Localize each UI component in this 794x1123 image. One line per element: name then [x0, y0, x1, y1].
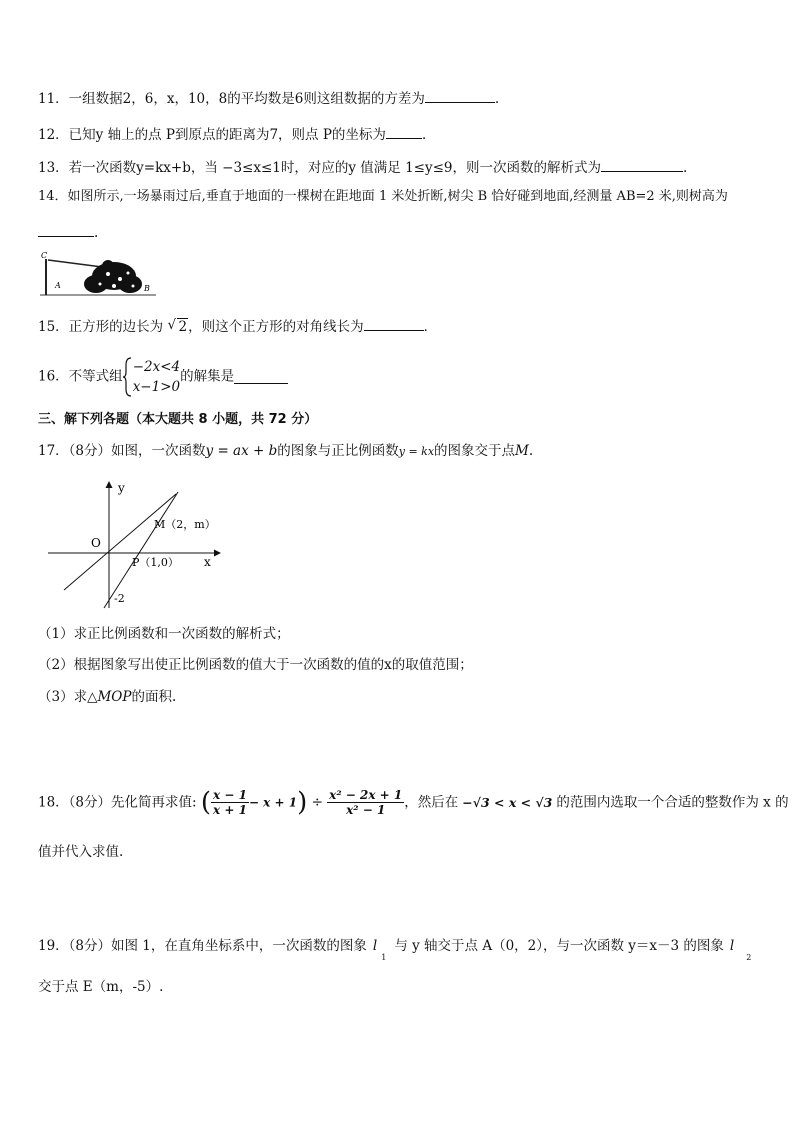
label-c: C	[41, 251, 48, 260]
q11-text: 11．一组数据2，6，x，10，8的平均数是6则这组数据的方差为	[38, 91, 425, 107]
q17-sub-3: （3）求△MOP的面积.	[38, 689, 177, 705]
question-19: 19．（8分）如图 1，在直角坐标系中，一次函数的图象 $l_1$与 y 轴交于点 A（0，2），与一次函数 y＝x－3 的图象 $l_2$	[38, 938, 752, 962]
inequality-system	[123, 357, 180, 397]
question-17: 17．（8分）如图，一次函数y = ax + b的图象与正比例函数y = kx的图象交于点M.	[38, 443, 534, 459]
question-15: 15．正方形的边长为 √ 2，则这个正方形的对角线长为 ．	[38, 317, 438, 335]
q15-answer-blank[interactable]	[364, 316, 424, 331]
q17-sub-2: （2）根据图象写出使正比例函数的值大于一次函数的值的x的取值范围；	[38, 657, 473, 673]
brace-icon	[123, 357, 132, 397]
foliage-icon	[84, 260, 142, 293]
fraction-2: $\frac{\text{x² − 2x + 1}}{\text{x² − 1}}$	[329, 788, 403, 817]
inequality-1: −2x<4	[132, 358, 181, 375]
question-18: 18．（8分）先化简再求值: ( $\frac{x - 1}{x + 1}$ − x + 1) ÷ $\frac{\text{x² − 2x + 1}}{\text{x² − 1}}$ ，然后在 −√3 < x < √3 的范围内选取一个合适的整数作为 x 的	[38, 787, 789, 818]
point-p-label: P（1,0）	[132, 556, 179, 569]
q12-text: 12．已知y 轴上的点 P到原点的距离为7，则点 P的坐标为	[38, 127, 386, 143]
question-14	[38, 188, 728, 206]
question-14-line2: .	[38, 222, 98, 242]
question-16: 16．不等式组 −2x<4 x−1>0 的解集是	[38, 356, 288, 396]
q18-line-2: 值并代入求值.	[38, 844, 124, 860]
linear-function-line	[104, 492, 178, 608]
origin-label: O	[91, 536, 101, 550]
proportional-function-line	[64, 494, 176, 590]
question-13: 13．若一次函数y=kx+b，当 −3≤x≤1时，对应的y 值满足 1≤y≤9，则一次函数的解析式为 .	[38, 157, 687, 177]
section-3-title: 三、解下列各题（本大题共 8 小题，共 72 分）	[38, 412, 318, 427]
broken-tree-figure	[38, 246, 158, 298]
value-range: −√3 < x < √3	[462, 794, 553, 810]
label-b: B	[144, 284, 150, 293]
question-12: 12．已知y 轴上的点 P到原点的距离为7，则点 P的坐标为 ．	[38, 124, 435, 144]
x-axis-label: x	[204, 555, 211, 569]
q12-answer-blank[interactable]	[386, 124, 422, 139]
point-m-label: M（2，m）	[154, 518, 216, 531]
inequality-2: x−1>0	[132, 378, 181, 395]
q19-line-2: 交于点 E（m，-5）.	[38, 979, 164, 995]
y-axis-label: y	[118, 481, 125, 495]
fraction-1: $\frac{x - 1}{x + 1}$	[213, 788, 247, 817]
q14-answer-blank[interactable]	[38, 222, 94, 237]
sqrt-2: √ 2	[167, 317, 188, 335]
y-intercept-label: -2	[114, 592, 125, 605]
question-11: 11．一组数据2，6，x，10，8的平均数是6则这组数据的方差为 .	[38, 88, 499, 108]
label-a: A	[55, 281, 61, 290]
q17-coordinate-graph	[44, 478, 234, 614]
q13-answer-blank[interactable]	[601, 157, 683, 172]
q17-sub-1: （1）求正比例函数和一次函数的解析式；	[38, 626, 290, 642]
q11-answer-blank[interactable]	[425, 88, 495, 103]
q14-text: 14．如图所示,一场暴雨过后,垂直于地面的一棵树在距地面 1 米处折断,树尖 B 恰好碰到地面,经测量 AB=2 米,则树高为	[38, 189, 728, 204]
q16-answer-blank[interactable]	[234, 369, 288, 384]
q13-text: 13．若一次函数y=kx+b，当 −3≤x≤1时，对应的y 值满足 1≤y≤9，则一次函数的解析式为	[38, 160, 602, 176]
